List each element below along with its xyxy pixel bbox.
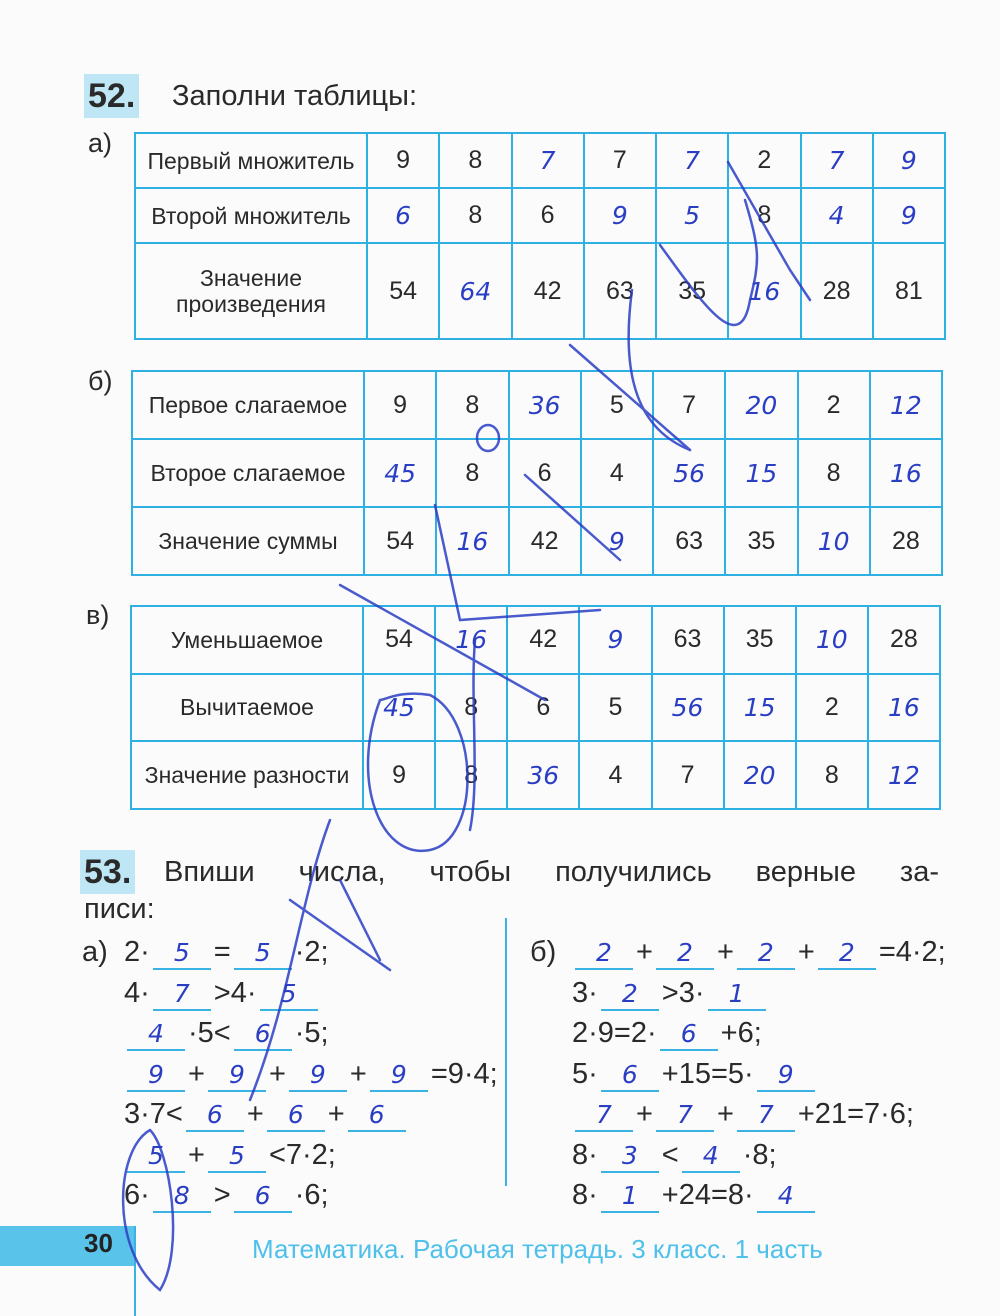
answer-blank[interactable]: [208, 1059, 266, 1092]
answer-blank[interactable]: [127, 1059, 185, 1092]
handwritten-answer: 2: [757, 938, 774, 967]
printed-cell: 6: [512, 188, 584, 243]
handwritten-cell: 16: [870, 439, 942, 507]
printed-cell: 8: [439, 188, 511, 243]
table-row: [135, 243, 945, 339]
handwritten-answer: 6: [254, 1019, 271, 1048]
subtraction-table: [130, 605, 941, 810]
handwritten-cell: 56: [653, 439, 725, 507]
answer-blank[interactable]: [708, 978, 766, 1011]
handwritten-answer: 7: [596, 1100, 612, 1129]
printed-cell: 2: [798, 371, 870, 439]
handwritten-answer: 1: [728, 978, 745, 1008]
handwritten-answer: 3: [621, 1140, 638, 1170]
printed-cell: 35: [724, 606, 796, 674]
answer-blank[interactable]: [575, 937, 633, 970]
answer-blank[interactable]: [153, 1180, 211, 1213]
answer-blank[interactable]: [348, 1099, 406, 1132]
answer-blank[interactable]: [660, 1018, 718, 1051]
row-label: Значение суммы: [132, 507, 364, 575]
row-label: Второй множитель: [135, 188, 367, 243]
handwritten-cell: 16: [728, 243, 800, 339]
answer-blank[interactable]: [370, 1059, 428, 1092]
handwritten-cell: 16: [435, 606, 507, 674]
equation-text: 8·: [572, 1179, 598, 1211]
printed-cell: 8: [798, 439, 870, 507]
answer-blank[interactable]: [234, 1018, 292, 1051]
equation-text: ·8;: [742, 1138, 777, 1171]
printed-cell: 8: [439, 133, 511, 188]
table-row: [131, 741, 940, 809]
handwritten-answer: 6: [206, 1100, 223, 1129]
equation-text: +: [349, 1057, 367, 1090]
part-label: в): [86, 600, 110, 630]
printed-cell: 35: [725, 507, 797, 575]
printed-cell: 81: [873, 243, 945, 339]
addition-table: [131, 370, 943, 576]
handwritten-answer: 7: [757, 1100, 774, 1129]
table-row: [132, 507, 942, 575]
printed-cell: 8: [436, 371, 508, 439]
answer-blank[interactable]: [601, 978, 659, 1011]
printed-cell: 28: [868, 606, 940, 674]
equation-line: [572, 1013, 762, 1053]
equation-text: <7·2;: [268, 1138, 336, 1171]
answer-blank[interactable]: [127, 1018, 185, 1051]
part-label: а): [82, 936, 108, 968]
answer-blank[interactable]: [818, 937, 876, 970]
answer-blank[interactable]: [289, 1059, 347, 1092]
row-label: Значение разности: [131, 741, 363, 809]
handwritten-cell: 16: [436, 507, 508, 575]
table-row: [135, 188, 945, 243]
handwritten-cell: 9: [579, 606, 651, 674]
answer-blank[interactable]: [656, 1099, 714, 1132]
answer-blank[interactable]: [601, 1180, 659, 1213]
handwritten-cell: 12: [870, 371, 942, 439]
answer-blank[interactable]: [656, 937, 714, 970]
equation-line: [572, 1054, 818, 1094]
printed-cell: 63: [584, 243, 656, 339]
task-title: Заполни таблицы:: [172, 80, 418, 112]
part-label: б): [530, 936, 557, 968]
table-row: [135, 133, 945, 188]
equation-line: [124, 1013, 329, 1053]
handwritten-answer: 5: [228, 1140, 245, 1170]
handwritten-answer: 2: [621, 978, 638, 1008]
printed-cell: 35: [656, 243, 728, 339]
printed-cell: 63: [653, 507, 725, 575]
handwritten-cell: 56: [652, 674, 724, 742]
printed-cell: 63: [652, 606, 724, 674]
handwritten-cell: 12: [868, 741, 940, 809]
footer-band: [0, 1226, 135, 1266]
task-number: 53.: [80, 850, 135, 894]
row-label: Значение произведения: [135, 243, 367, 339]
equation-text: 2·: [124, 936, 150, 968]
equation-text: 8·: [572, 1138, 598, 1171]
table-row: [132, 371, 942, 439]
equation-text: +: [716, 1098, 734, 1130]
printed-cell: 54: [363, 606, 435, 674]
equation-text: ·2;: [294, 936, 329, 968]
handwritten-cell: 9: [873, 133, 945, 188]
answer-blank[interactable]: [186, 1099, 244, 1132]
handwritten-answer: 9: [228, 1059, 245, 1089]
scribble-stroke: [340, 880, 380, 960]
equation-text: +: [636, 936, 653, 968]
handwritten-answer: 5: [148, 1140, 164, 1170]
handwritten-cell: 7: [512, 133, 584, 188]
equation-text: 2·9=2·: [572, 1017, 657, 1049]
part-label: а): [88, 128, 113, 158]
answer-blank[interactable]: [234, 1180, 292, 1213]
printed-cell: 4: [581, 439, 653, 507]
task-title-line-1: Впиши числа, чтобы получились верные за-: [164, 856, 939, 888]
printed-cell: 42: [509, 507, 581, 575]
answer-blank[interactable]: [737, 937, 795, 970]
handwritten-cell: 6: [367, 188, 439, 243]
handwritten-answer: 2: [596, 938, 612, 967]
equation-line: [124, 1054, 498, 1094]
handwritten-cell: 15: [724, 674, 796, 742]
equation-line: [572, 1175, 818, 1215]
equation-text: =: [213, 936, 231, 968]
row-label: Первый множитель: [135, 133, 367, 188]
printed-cell: 2: [728, 133, 800, 188]
handwritten-cell: 45: [363, 674, 435, 742]
equation-text: +6;: [720, 1017, 762, 1049]
printed-cell: 6: [509, 439, 581, 507]
handwritten-cell: 36: [509, 371, 581, 439]
equation-text: +24=8·: [661, 1179, 754, 1211]
row-label: Первое слагаемое: [132, 371, 364, 439]
answer-blank[interactable]: [234, 937, 292, 970]
printed-cell: 9: [367, 133, 439, 188]
column-divider: [505, 918, 507, 1186]
handwritten-answer: 1: [621, 1181, 638, 1210]
equation-text: =9·4;: [430, 1057, 498, 1090]
equation-text: ·6;: [294, 1179, 329, 1211]
equation-line: [572, 932, 946, 972]
printed-cell: 7: [584, 133, 656, 188]
equation-text: +21=7·6;: [797, 1098, 914, 1130]
handwritten-cell: 20: [724, 741, 796, 809]
equation-text: >: [213, 1179, 231, 1211]
handwritten-cell: 10: [796, 606, 868, 674]
handwritten-cell: 7: [656, 133, 728, 188]
answer-blank[interactable]: [682, 1140, 740, 1173]
printed-cell: 42: [512, 243, 584, 339]
table-row: [131, 674, 940, 742]
printed-cell: 6: [507, 674, 579, 742]
equation-line: [572, 1135, 777, 1175]
equation-line: [572, 1094, 914, 1134]
handwritten-answer: 9: [148, 1059, 164, 1089]
equation-text: ·5;: [294, 1017, 329, 1049]
equation-text: =4·2;: [878, 936, 946, 968]
equation-text: 3·7<: [124, 1098, 183, 1130]
answer-blank[interactable]: [737, 1099, 795, 1132]
handwritten-answer: 6: [621, 1059, 638, 1089]
equation-text: <: [661, 1138, 679, 1171]
equation-line: [124, 932, 329, 972]
printed-cell: 7: [653, 371, 725, 439]
printed-cell: 8: [796, 741, 868, 809]
handwritten-cell: 5: [656, 188, 728, 243]
equation-text: +: [636, 1098, 653, 1130]
handwritten-answer: 6: [368, 1100, 385, 1129]
row-label: Второе слагаемое: [132, 439, 364, 507]
answer-blank[interactable]: [575, 1099, 633, 1132]
equation-text: +: [327, 1098, 345, 1130]
printed-cell: 54: [367, 243, 439, 339]
equation-text: +15=5·: [661, 1057, 754, 1090]
handwritten-answer: 4: [148, 1019, 164, 1048]
handwritten-answer: 9: [777, 1059, 794, 1089]
equation-text: 3·: [572, 976, 598, 1009]
handwritten-answer: 4: [702, 1140, 719, 1170]
equation-text: +: [268, 1057, 286, 1090]
handwritten-answer: 6: [680, 1019, 697, 1048]
handwritten-answer: 8: [173, 1181, 190, 1210]
handwritten-answer: 6: [254, 1181, 271, 1210]
answer-blank[interactable]: [601, 1140, 659, 1173]
printed-cell: 7: [652, 741, 724, 809]
table-row: [132, 439, 942, 507]
printed-cell: 42: [507, 606, 579, 674]
printed-cell: 4: [579, 741, 651, 809]
footer-rule: [134, 1226, 136, 1316]
answer-blank[interactable]: [153, 978, 211, 1011]
row-label: Вычитаемое: [131, 674, 363, 742]
handwritten-answer: 4: [777, 1181, 794, 1210]
answer-blank[interactable]: [127, 1140, 185, 1173]
answer-blank[interactable]: [208, 1140, 266, 1173]
equation-text: 4·: [124, 976, 150, 1009]
answer-blank[interactable]: [757, 1180, 815, 1213]
handwritten-cell: 7: [801, 133, 873, 188]
handwritten-answer: 9: [309, 1059, 326, 1089]
handwritten-answer: 6: [287, 1100, 304, 1129]
answer-blank[interactable]: [757, 1059, 815, 1092]
equation-text: ·5<: [188, 1017, 231, 1049]
page-number: 30: [84, 1228, 113, 1258]
part-label: б): [88, 366, 113, 396]
task-number: 52.: [84, 74, 139, 118]
handwritten-cell: 15: [725, 439, 797, 507]
equation-text: 6·: [124, 1179, 150, 1211]
printed-cell: 8: [435, 674, 507, 742]
table-row: [131, 606, 940, 674]
task-title-line-2: писи:: [84, 893, 155, 925]
printed-cell: 28: [870, 507, 942, 575]
equation-line: [124, 973, 321, 1013]
handwritten-answer: 5: [173, 938, 190, 967]
handwritten-cell: 36: [507, 741, 579, 809]
handwritten-answer: 2: [676, 938, 693, 967]
printed-cell: 8: [436, 439, 508, 507]
equation-line: [124, 1135, 336, 1175]
equation-text: +: [188, 1138, 205, 1171]
answer-blank[interactable]: [260, 978, 318, 1011]
handwritten-answer: 5: [254, 938, 271, 967]
handwritten-cell: 4: [801, 188, 873, 243]
printed-cell: 9: [363, 741, 435, 809]
handwritten-answer: 7: [676, 1100, 693, 1129]
handwritten-cell: 64: [439, 243, 511, 339]
equation-text: +: [797, 936, 815, 968]
answer-blank[interactable]: [267, 1099, 325, 1132]
handwritten-cell: 10: [798, 507, 870, 575]
handwritten-answer: 9: [390, 1059, 407, 1089]
printed-cell: 9: [364, 371, 436, 439]
handwritten-answer: 7: [173, 978, 190, 1008]
equation-text: 5·: [572, 1057, 598, 1090]
answer-blank[interactable]: [153, 937, 211, 970]
handwritten-cell: 45: [364, 439, 436, 507]
printed-cell: 8: [728, 188, 800, 243]
equation-line: [572, 973, 769, 1013]
handwritten-answer: 2: [838, 938, 855, 967]
equation-line: [124, 1175, 329, 1215]
handwritten-cell: 9: [873, 188, 945, 243]
printed-cell: 54: [364, 507, 436, 575]
equation-line: [124, 1094, 409, 1134]
printed-cell: 5: [579, 674, 651, 742]
equation-text: +: [716, 936, 734, 968]
handwritten-cell: 9: [584, 188, 656, 243]
printed-cell: 5: [581, 371, 653, 439]
answer-blank[interactable]: [601, 1059, 659, 1092]
printed-cell: 28: [801, 243, 873, 339]
row-label: Уменьшаемое: [131, 606, 363, 674]
handwritten-cell: 20: [725, 371, 797, 439]
handwritten-cell: 9: [581, 507, 653, 575]
handwritten-cell: 16: [868, 674, 940, 742]
printed-cell: 8: [435, 741, 507, 809]
equation-text: +: [188, 1057, 205, 1090]
printed-cell: 2: [796, 674, 868, 742]
equation-text: +: [246, 1098, 264, 1130]
handwritten-answer: 5: [280, 978, 297, 1008]
multiplication-table: [134, 132, 946, 340]
equation-text: >4·: [213, 976, 257, 1009]
equation-text: >3·: [661, 976, 705, 1009]
book-title: Математика. Рабочая тетрадь. 3 класс. 1 часть: [252, 1234, 823, 1264]
